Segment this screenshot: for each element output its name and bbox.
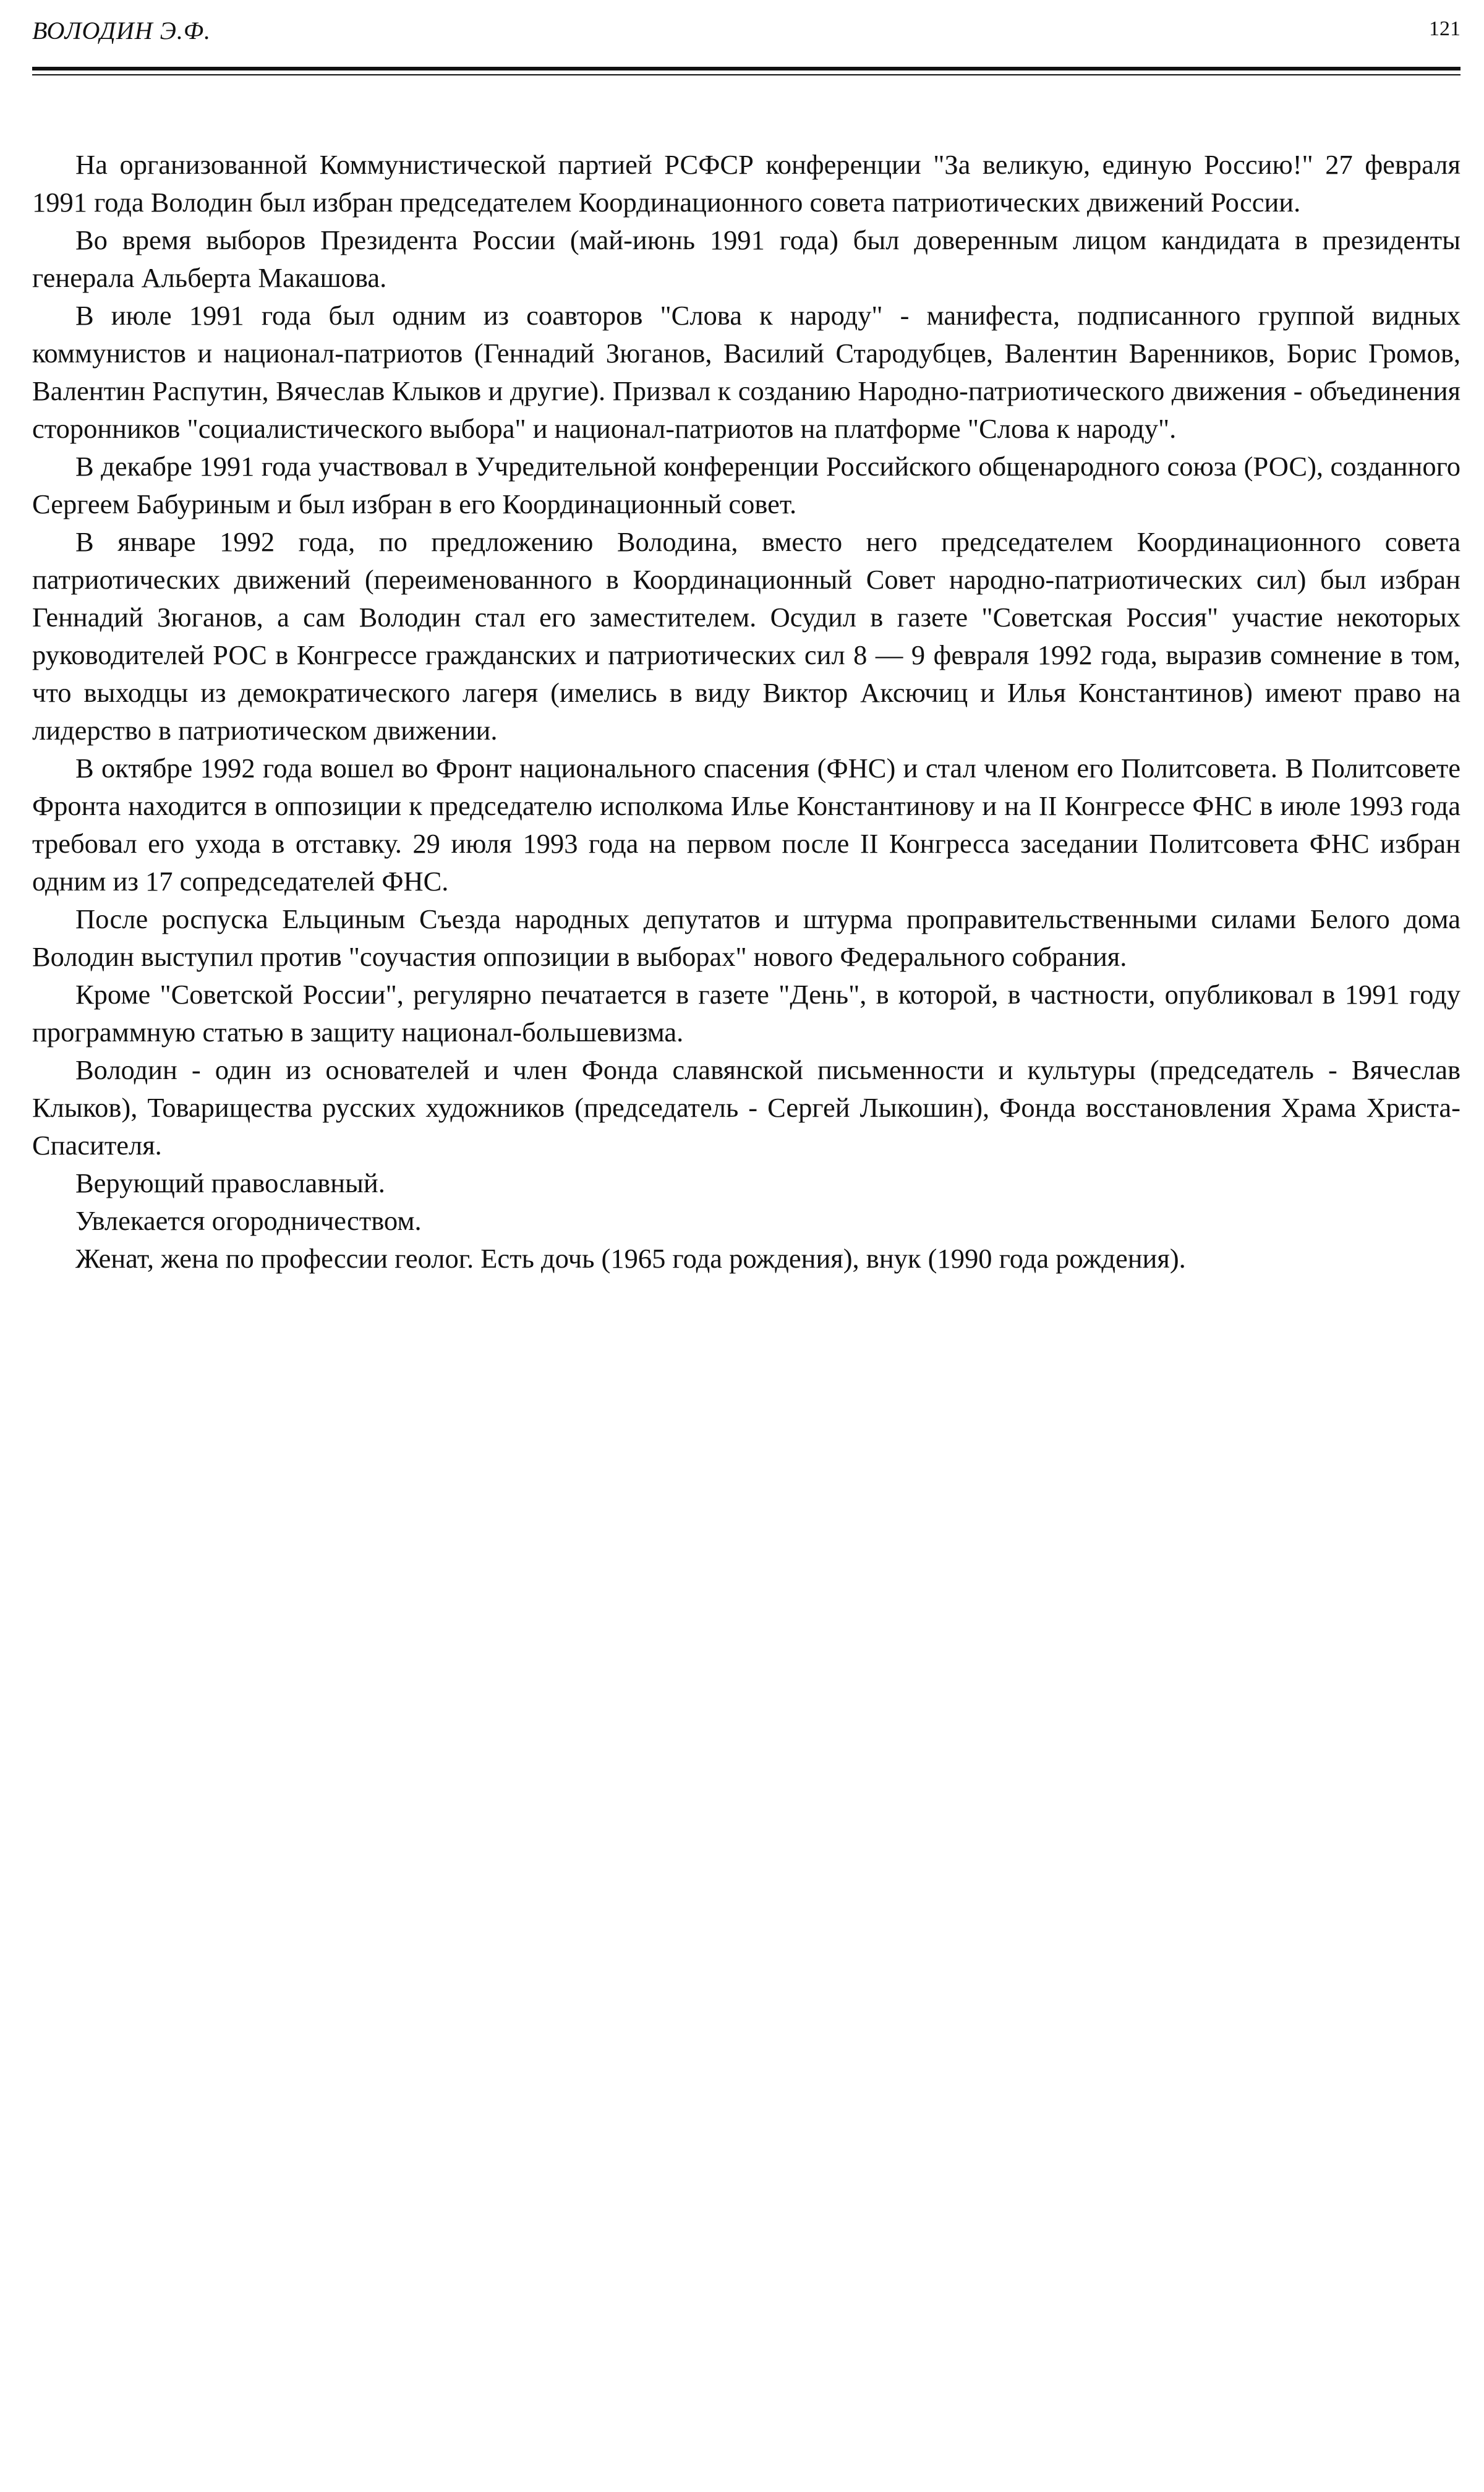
paragraph-word-to-people: В июле 1991 года был одним из соавторов "Слова к народу" - манифеста, подписанного группой видных коммунистов и национал-патриотов (Геннадий Зюганов, Василий Стародубцев, Валентин Варенников, Борис Громов, Валентин Распутин, Вячеслав Клыков и другие). Призвал к созданию Народно-патриотического движения - объединения сторонников "социалистического выбора" и национал-патриотов на платформе "Слова к народу". xyxy=(32,300,1461,444)
paragraph-congress-dissolution: После роспуска Ельциным Съезда народных депутатов и штурма проправительственными силами Белого дома Володин выступил против "соучастия оппозиции в выборах" нового Федерального собрания. xyxy=(32,903,1461,972)
paragraph-ros-conference: В декабре 1991 года участвовал в Учредительной конференции Российского общенародного союза (РОС), созданного Сергеем Бабуриным и был избран в его Координационный совет. xyxy=(32,451,1461,519)
paragraph-family: Женат, жена по профессии геолог. Есть дочь (1965 года рождения), внук (1990 года рождения). xyxy=(75,1243,1186,1274)
paragraph-foundations: Володин - один из основателей и член Фонда славянской письменности и культуры (председатель - Вячеслав Клыков), Товарищества русских художников (председатель - Сергей Лыкошин), Фонда восстановления Храма Христа-Спасителя. xyxy=(32,1054,1461,1161)
paragraph-january-1992: В январе 1992 года, по предложению Володина, вместо него председателем Координационного совета патриотических движений (переименованного в Координационный Совет народно-патриотических сил) был избран Геннадий Зюганов, а сам Володин стал его заместителем. Осудил в газете "Советская Россия" участие некоторых руководителей РОС в Конгрессе гражданских и патриотических сил 8 — 9 февраля 1992 года, выразив сомнение в том, что выходцы из демократического лагеря (имелись в виду Виктор Аксючиц и Илья Константинов) имеют право на лидерство в патриотическом движении. xyxy=(32,526,1461,746)
paragraph-fns: В октябре 1992 года вошел во Фронт национального спасения (ФНС) и стал членом его Политсовета. В Политсовете Фронта находится в оппозиции к председателю исполкома Илье Константинову и на II Конгрессе ФНС в июле 1993 года требовал его ухода в отставку. 29 июля 1993 года на первом после II Конгресса заседании Политсовета ФНС избран одним из 17 сопредседателей ФНС. xyxy=(32,753,1461,897)
article-body xyxy=(32,146,1461,1278)
header-rule-thin xyxy=(32,74,1461,75)
paragraph-hobby: Увлекается огородничеством. xyxy=(75,1205,422,1236)
header-rule-thick xyxy=(32,67,1461,70)
running-header xyxy=(32,16,1461,53)
running-title: ВОЛОДИН Э.Ф. xyxy=(32,17,211,45)
paragraph-presidential-election: Во время выборов Президента России (май-июнь 1991 года) был доверенным лицом кандидата в президенты генерала Альберта Макашова. xyxy=(32,224,1461,293)
paragraph-religion: Верующий православный. xyxy=(75,1167,385,1198)
paragraph-coordination-council: На организованной Коммунистической партией РСФСР конференции "За великую, единую Россию!" 27 февраля 1991 года Володин был избран председателем Координационного совета патриотических движений России. xyxy=(32,149,1461,218)
paragraph-publications: Кроме "Советской России", регулярно печатается в газете "День", в которой, в частности, опубликовал в 1991 году программную статью в защиту национал-большевизма. xyxy=(32,979,1461,1048)
page-number: 121 xyxy=(1429,17,1461,40)
